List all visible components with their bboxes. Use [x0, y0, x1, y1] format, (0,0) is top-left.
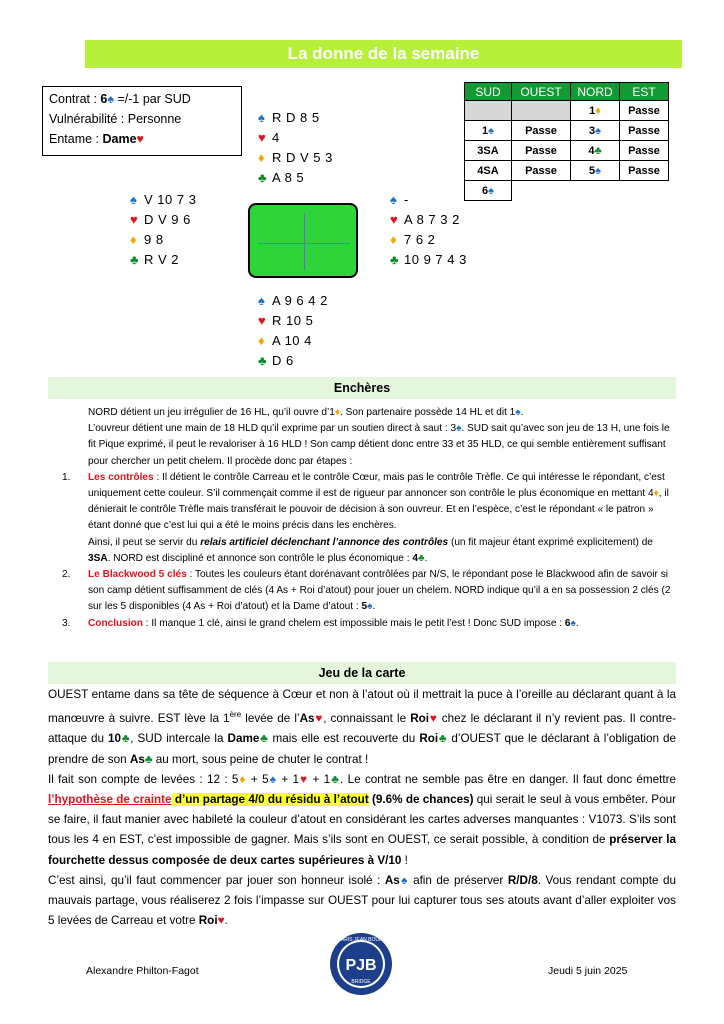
- north-hand: ♠ R D 8 5 ♥ 4 ♦ R D V 5 3 ♣ A 8 5: [258, 108, 333, 188]
- auction-row: 4SA Passe 5♠ Passe: [465, 161, 669, 181]
- jeu-heading: Jeu de la carte: [48, 662, 676, 684]
- contract-box: [42, 86, 242, 156]
- diamond-icon: ♦: [258, 333, 266, 348]
- spade-icon: ♠: [258, 293, 266, 308]
- card-table: [248, 203, 358, 278]
- lead-line: Entame : Dame♥: [49, 132, 144, 146]
- auction-row: 3SA Passe 4♣ Passe: [465, 141, 669, 161]
- diamond-icon: ♦: [130, 232, 138, 247]
- list-item-continuation: Ainsi, il peut se servir du relais artificiel déclenchant l’annonce des contrôles (un fit majeur étant exprimé explicitement) de 3SA. NORD est discipliné et annonce son contrôle le plus économique : 4♣.: [88, 536, 653, 564]
- south-hand: ♠ A 9 6 4 2 ♥ R 10 5 ♦ A 10 4 ♣ D 6: [258, 291, 328, 371]
- jeu-body: [48, 685, 676, 931]
- encheres-paragraph: NORD détient un jeu irrégulier de 16 HL, qu’il ouvre d’1♦. Son partenaire possède 14 HL et dit 1♠.: [88, 407, 524, 418]
- list-item: 2. Le Blackwood 5 clés : Toutes les couleurs étant dorénavant contrôlées par N/S, le répondant pose le Blackwood afin de savoir si son camp détient suffisamment de clés (4 As + Roi d’atout) pour jouer un chelem. NORD indique qu’il a en sa possession 2 clés (2 sur les 5 disponibles (4 As + Roi d’atout) et la Dame d’atout : 5♠.: [62, 569, 671, 613]
- date: Jeudi 5 juin 2025: [548, 965, 628, 977]
- page-title: La donne de la semaine: [85, 40, 682, 68]
- auction-row: 1♦ Passe: [465, 101, 669, 121]
- club-logo: [328, 931, 394, 997]
- jeu-paragraph: Il fait son compte de levées : 12 : 5♦ + 5♠ + 1♥ + 1♣. Le contrat ne semble pas être en danger. Il faut donc émettre l’hypothèse de crainte d’un partage 4/0 du résidu à l’atout (9.6% de chances) qui serait le seul à vous embêter. Pour se faire, il faut manier avec habileté la couleur d’atout en considérant les cartes adverses manquantes : V1073. S’ils sont tous les 4 en EST, c’est impossible de gagner. Mais s’ils sont en OUEST, ce serait possible, à condition de préserver la fourchette dessus composée de deux cartes supérieures à V/10 !: [48, 772, 677, 867]
- club-icon: ♣: [130, 252, 140, 267]
- auction-row: 6♠: [465, 181, 669, 201]
- encheres-heading: Enchères: [48, 377, 676, 399]
- spade-icon: ♠: [390, 192, 398, 207]
- spade-icon: ♠: [258, 110, 266, 125]
- spade-icon: ♠: [130, 192, 138, 207]
- east-hand: ♠ - ♥ A 8 7 3 2 ♦ 7 6 2 ♣ 10 9 7 4 3: [390, 190, 467, 270]
- svg-text:BRIDGE: BRIDGE: [351, 979, 371, 985]
- list-item: 3. Conclusion : Il manque 1 clé, ainsi le grand chelem est impossible mais le petit l’est ! Donc SUD impose : 6♠.: [62, 617, 579, 629]
- heart-icon: ♥: [390, 212, 399, 227]
- contract-line: Contrat : 6♠ =/-1 par SUD: [49, 92, 191, 106]
- auction-row: 1♠ Passe 3♠ Passe: [465, 121, 669, 141]
- vulnerability-line: Vulnérabilité : Personne: [49, 112, 182, 126]
- diamond-icon: ♦: [390, 232, 398, 247]
- svg-text:PARIS JEAN BOUIN: PARIS JEAN BOUIN: [337, 937, 385, 943]
- svg-text:PJB: PJB: [345, 957, 377, 974]
- jeu-paragraph: C’est ainsi, qu’il faut commencer par jouer son honneur isolé : As♠ afin de préserver R/D/8. Vous rendant compte du mauvais partage, vous réaliserez 2 fois l’impasse sur OUEST pour lui capturer tous ses atouts avant d’aller exploiter vos 5 levées de Carreau et votre Roi♥.: [48, 873, 676, 928]
- club-icon: ♣: [258, 353, 268, 368]
- encheres-paragraph: L’ouvreur détient une main de 18 HLD qu’il exprime par un soutien direct à saut : 3♠. SUD sait qu’avec son jeu de 13 H, une fois le fit Pique exprimé, il peut le revaloriser à 16 HLD ! Son camp détient donc entre 33 et 35 HLD, ce qui semble entièrement suffisant pour chercher un petit chelem. Il procède donc par étapes :: [88, 423, 670, 467]
- encheres-body: [48, 405, 676, 632]
- list-item: 1. Les contrôles : Il détient le contrôle Carreau et le contrôle Cœur, mais pas le contrôle Trèfle. Ce qui intéresse le répondant, c’est uniquement cette couleur. S’il commençait comme il est de rigueur par annoncer son contrôle le plus économique en mettant 4♦, il dénierait le contrôle Trèfle mais transférait le pouvoir de décision à son ouvreur. Et en l’espèce, c’est le répondant « le patron » étant donné que c’est lui qui a été le moins précis dans les enchères.: [62, 471, 669, 532]
- auction-header-row: SUD OUEST NORD EST: [465, 83, 669, 101]
- auction-table: [464, 82, 669, 201]
- heart-icon: ♥: [130, 212, 139, 227]
- diamond-icon: ♦: [258, 150, 266, 165]
- jeu-paragraph: OUEST entame dans sa tête de séquence à Cœur et non à l’atout où il mettrait la puce à l’oreille au déclarant quant à la manœuvre à suivre. EST lève la 1ère levée de l’As♥, connaissant le Roi♥ chez le déclarant il n’y revient pas. Il contre-attaque du 10♣, SUD intercale la Dame♣ mais elle est recouverte du Roi♣ d’OUEST que le déclarant à l’obligation de prendre de son As♣ au mort, sous peine de chuter le contrat !: [48, 688, 676, 766]
- heart-icon: ♥: [258, 313, 267, 328]
- author: Alexandre Philton-Fagot: [86, 965, 199, 977]
- club-icon: ♣: [258, 170, 268, 185]
- west-hand: ♠ V 10 7 3 ♥ D V 9 6 ♦ 9 8 ♣ R V 2: [130, 190, 196, 270]
- heart-icon: ♥: [258, 130, 267, 145]
- club-icon: ♣: [390, 252, 400, 267]
